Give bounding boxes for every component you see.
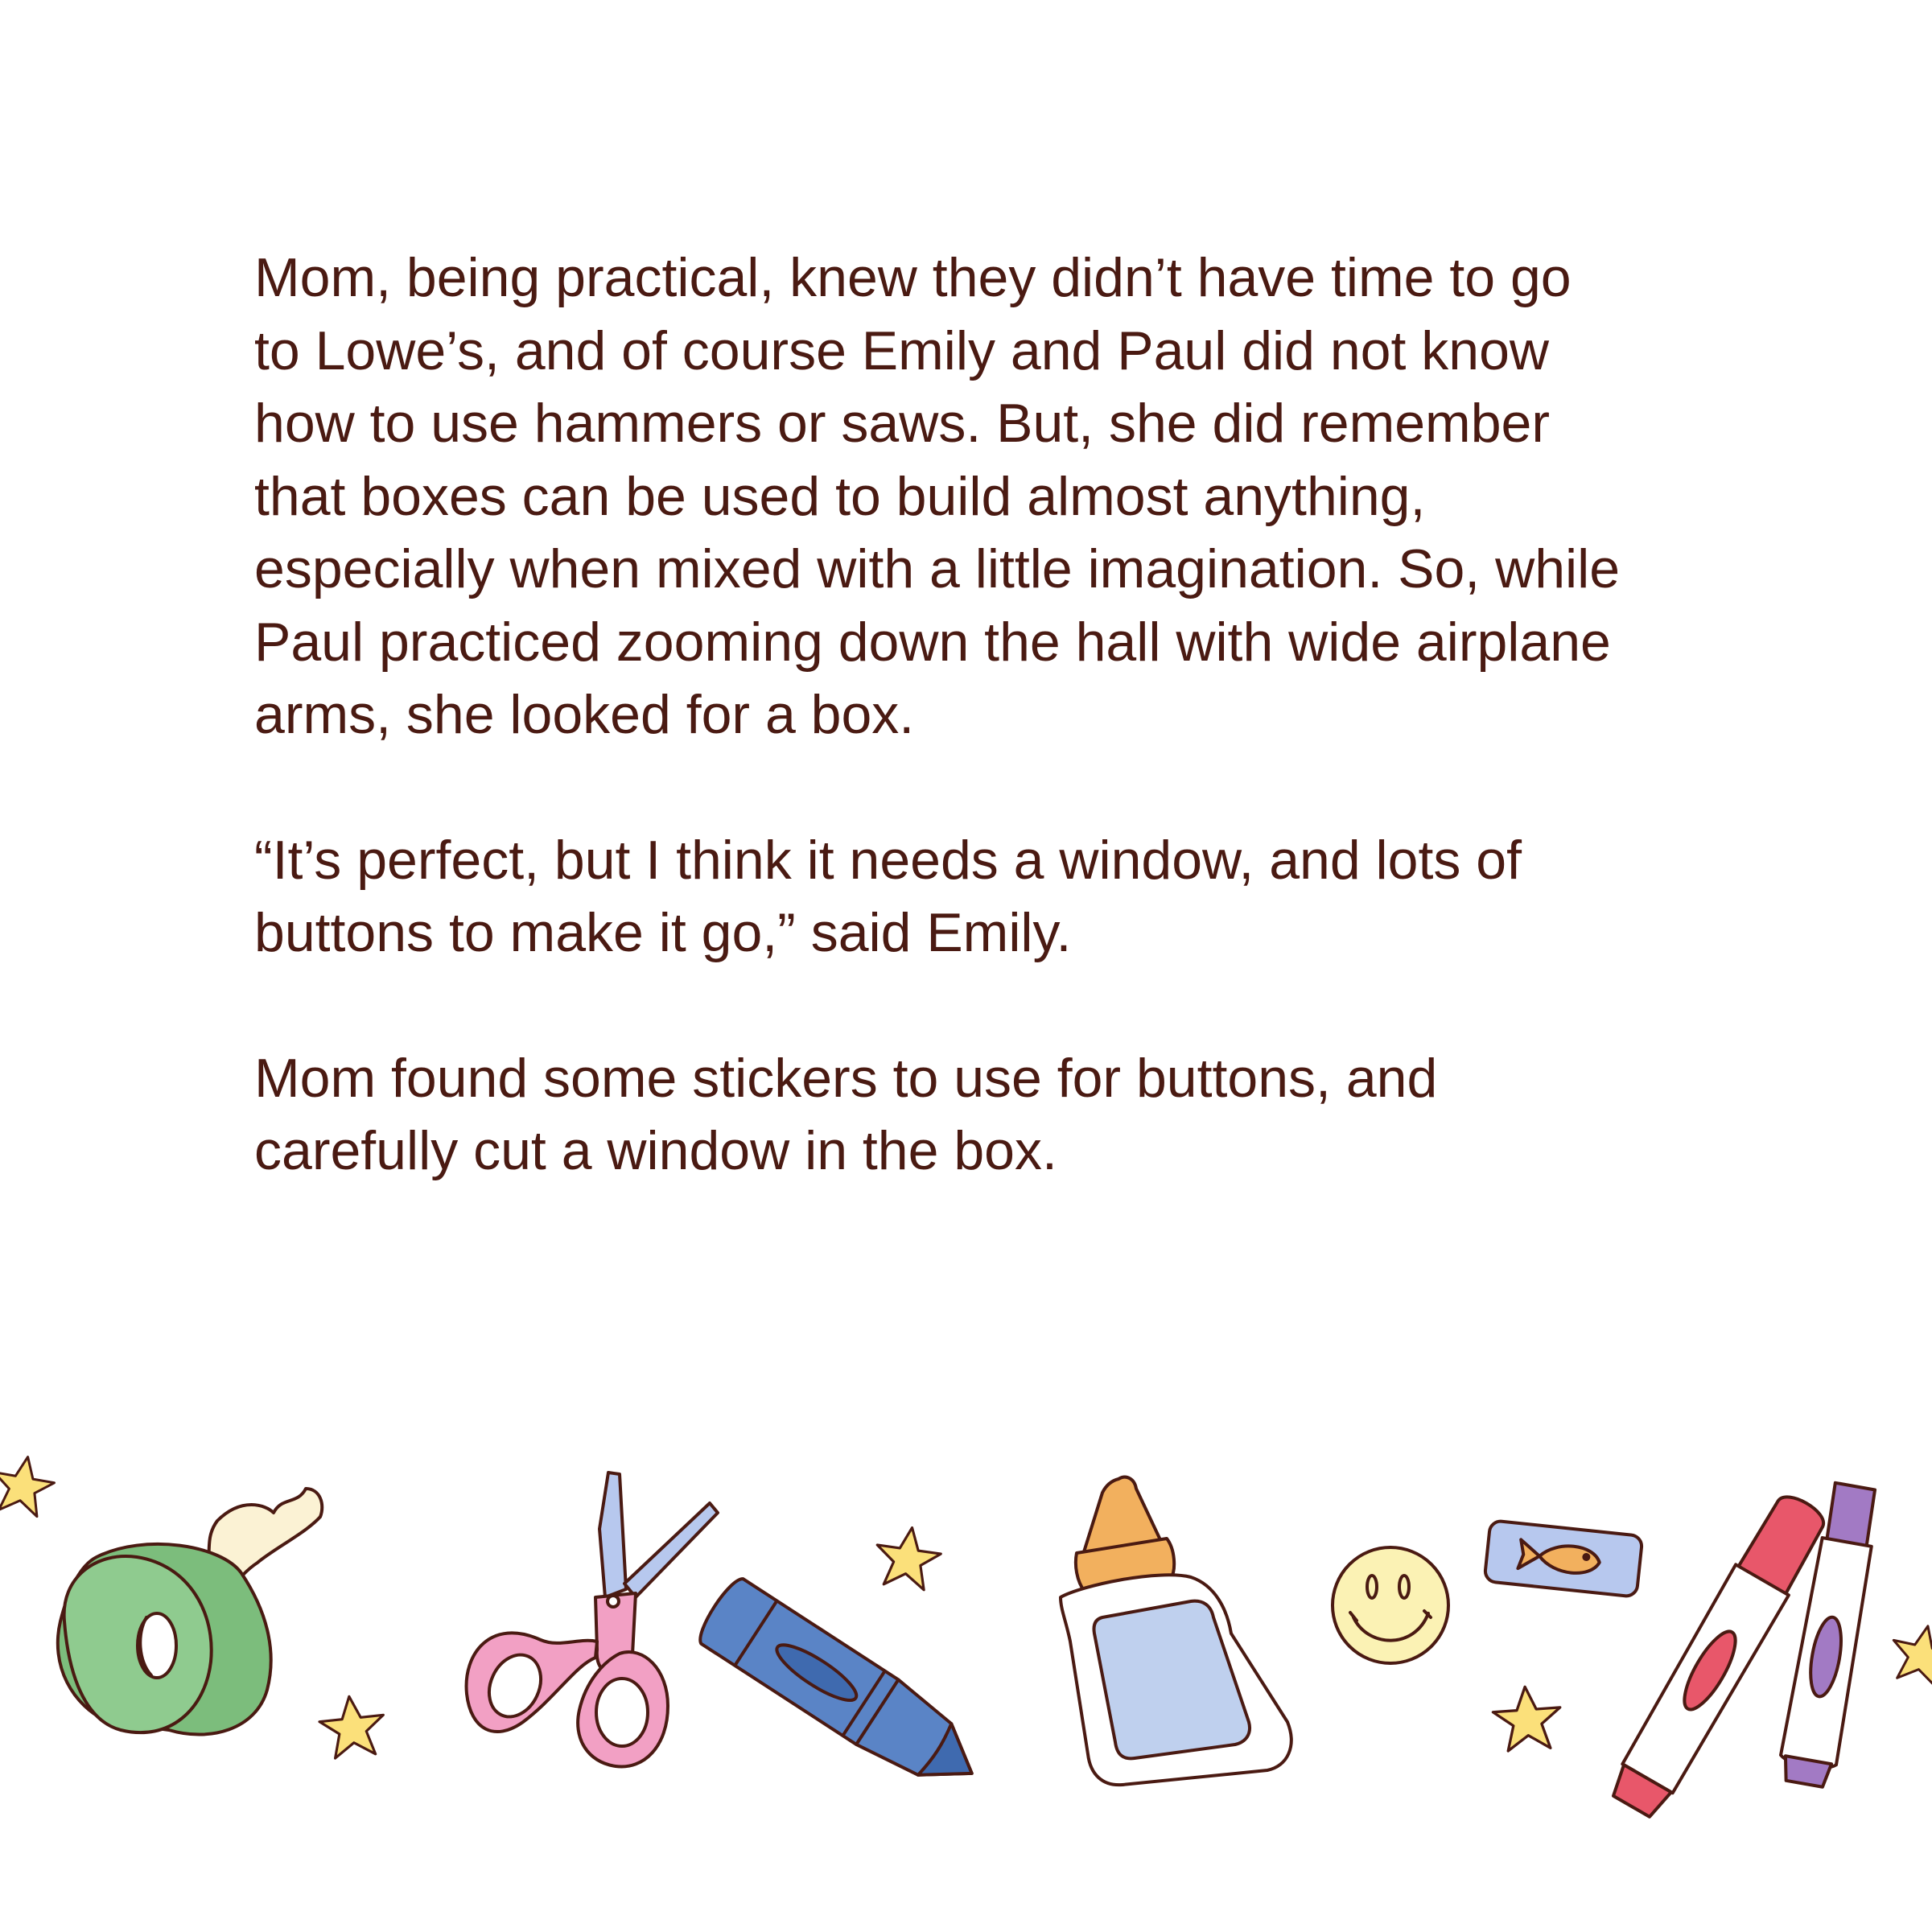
star-icon [317,1693,387,1759]
star-icon [872,1523,944,1592]
story-line: buttons to make it go,” said Emily. [254,902,1072,963]
story-line: Mom found some stickers to use for buttons, and [254,1047,1438,1109]
tape-dispenser-icon [58,1489,322,1735]
smiley-sticker-icon [1333,1547,1448,1663]
story-line: to Lowe’s, and of course Emily and Paul did not know [254,319,1550,381]
story-line: especially when mixed with a little imagination. So, while [254,538,1621,599]
story-line: how to use hammers or saws. But, she did remember [254,393,1550,454]
fish-sticker-icon [1485,1520,1643,1596]
paragraph-1 [254,241,1735,752]
story-line: carefully cut a window in the box. [254,1120,1057,1181]
scissors-icon [467,1473,718,1767]
story-line: “It’s perfect, but I think it needs a window, and lots of [254,829,1522,891]
crayon-icon [694,1574,993,1806]
story-text [254,241,1735,1188]
star-icon [1491,1684,1563,1752]
star-icon [1886,1620,1932,1688]
story-line: Mom, being practical, knew they didn’t have time to go [254,247,1572,308]
paragraph-3 [254,1042,1735,1188]
paragraph-2 [254,824,1735,970]
story-line: arms, she looked for a box. [254,684,915,745]
story-line: Paul practiced zooming down the hall with wide airplane [254,611,1611,673]
glue-bottle-icon [1061,1477,1291,1786]
story-line: that boxes can be used to build almost anything, [254,465,1426,527]
craft-supplies-border [0,1416,1932,1835]
star-icon [0,1452,58,1518]
